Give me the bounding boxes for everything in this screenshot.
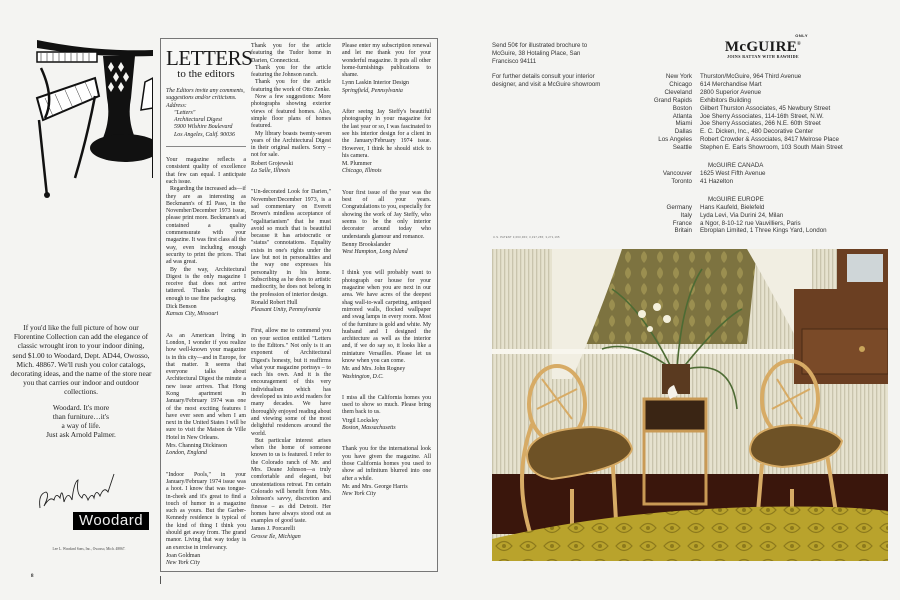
showroom-row bbox=[640, 120, 880, 128]
ad-body-text: If you'd like the full picture of how our Florentine Collection can add the elegance of classic wrought iron to your indoor dining, send $1.00 to Woodard, Dept. AD44, Owosso, Mich. 48867. We'll rush you color catalogs, decorating ideas, and the name of the store near you that carries our indoor and outdoor collections. bbox=[10, 323, 152, 397]
wrought-iron-furniture-illustration bbox=[35, 38, 153, 198]
showroom-directory bbox=[640, 73, 880, 235]
letter-author: Mr. and Mrs. George Harris bbox=[342, 483, 408, 490]
showroom-city: France bbox=[672, 219, 692, 227]
tagline-line: Woodard. It's more bbox=[52, 402, 110, 412]
crop-mark bbox=[160, 576, 161, 584]
letter-author: Joan Goldman bbox=[166, 552, 201, 559]
showroom-city: Toronto bbox=[671, 177, 692, 185]
showroom-row bbox=[640, 227, 880, 235]
letter-paragraph: After seeing Jay Steffy's beautiful photography in your magazine for the last year or so, I was fascinated to see his interior design for a client in the January/February 1974 issue. However, I think he should stick to his camera. bbox=[342, 109, 431, 159]
tagline-line: a way of life. bbox=[61, 421, 101, 431]
showroom-city: Italy bbox=[680, 211, 692, 219]
showroom-address: 614 Merchandise Mart bbox=[700, 80, 762, 88]
showroom-city: Miami bbox=[675, 120, 692, 128]
intro-text: The Editors invite any comments, suggestions and/or criticisms. Address: bbox=[166, 88, 245, 109]
letter bbox=[342, 109, 431, 176]
letter-location: New York City bbox=[166, 560, 200, 567]
letter-paragraph: By the way, Architectural Digest is the only magazine I receive that does not arrive tattered. Thanks for caring enough to use fine packaging. bbox=[166, 266, 246, 302]
letter-paragraph: "Un-decorated Look for Darien," November/December 1973, is a sad commentary on Everett Brown's mindless acceptance of "egalitarianism" that he must avoid so much that is beautiful because it has aristocratic or "status" connotations. Equality exists in one's rights under the law but not in personalities and the way one expresses his personality in his home. Subscribing as he does to artistic mediocrity, he does not belong in the profession of interior design. bbox=[251, 189, 331, 298]
letter-paragraph: I miss all the California homes you used to show so much. Please bring them back to us. bbox=[342, 394, 431, 416]
letter-paragraph: Thank you for the article featuring the Johnson ranch. bbox=[251, 64, 331, 79]
brochure-offer: Send 50¢ for illustrated brochure to McGuire, 38 Hotaling Place, San Francisco 94111 bbox=[492, 42, 588, 65]
letter-paragraph: Thank you for the article featuring the work of Otto Zenke. bbox=[251, 79, 331, 93]
letter-author: Ronald Robert Hull bbox=[251, 299, 298, 306]
logo-name bbox=[708, 38, 818, 54]
page-number: 8 bbox=[31, 574, 34, 579]
letter-signature bbox=[342, 366, 431, 381]
letter-paragraph: But particular interest arises when the home of someone known to us is featured. I refer to the Colorado ranch of Mr. and Mrs. Deane Johnson—a truly comfortable and elegant, but unostentatious retreat. I'm certain Colorado will benefit from Mrs. Johnson's savvy, discretion and finesse – as did Detroit. Her homes have always stood out as examples of good taste. bbox=[251, 437, 331, 525]
woodard-logo: Woodard bbox=[73, 512, 149, 530]
showroom-city: New York bbox=[665, 73, 692, 80]
letter-author: Virgil Locksley bbox=[342, 417, 379, 424]
showroom-row bbox=[640, 170, 880, 178]
showroom-address: Hans Kaufeld, Bielefeld bbox=[700, 203, 765, 211]
rattan-chairs-photo bbox=[492, 249, 888, 561]
letter-author: Mrs. Channing Dickinson bbox=[166, 443, 228, 450]
showroom-row bbox=[640, 81, 880, 89]
letter-signature bbox=[251, 300, 331, 315]
letter-paragraph: "Indoor Pools," in your January/February 1974 issue was a hoot. I know that was tongue-in-cheek and it's great to find a touch of humor in a magazine such as yours. But the Garber-Kennedy residence is typical of the kind of thing I think you should get away from. The grand manor. Living that way today is an exercise in irrelevancy. bbox=[166, 471, 246, 551]
letter-location: New York City bbox=[342, 491, 376, 498]
letter-signature bbox=[342, 80, 431, 95]
letter-location: Springfield, Pennsylvania bbox=[342, 87, 403, 94]
address-line: Architectural Digest bbox=[174, 117, 223, 124]
arnold-palmer-signature bbox=[36, 472, 116, 512]
letter-signature bbox=[251, 526, 331, 541]
showroom-address: Joe Sherry Associates, 266 N.E. 60th Street bbox=[700, 120, 821, 128]
showroom-address: 2800 Superior Avenue bbox=[700, 88, 762, 96]
letter-author: Benny Brookslander bbox=[342, 241, 391, 248]
letter-location: Boston, Massachusetts bbox=[342, 425, 396, 432]
letter-paragraph: My library boasts twenty-seven years of the Architectural Digest in their original mailers. Sorry – not for sale. bbox=[251, 130, 331, 159]
letter-author: Mr. and Mrs. John Rogney bbox=[342, 366, 406, 373]
letters-column-3 bbox=[342, 43, 431, 512]
woodard-ad-copy bbox=[10, 323, 152, 439]
showroom-address: Lyda Levi, Via Durini 24, Milan bbox=[700, 211, 784, 219]
letters-column-2 bbox=[251, 43, 331, 555]
europe-heading: McGUIRE EUROPE bbox=[708, 195, 764, 203]
showroom-address: Gilbert Thurston Associates, 45 Newbury Street bbox=[700, 104, 831, 112]
letter bbox=[166, 333, 246, 458]
showroom-row bbox=[640, 212, 880, 220]
showroom-city: Atlanta bbox=[672, 112, 692, 120]
letter-author: Robert Grojewski bbox=[251, 160, 294, 167]
letter-signature bbox=[166, 304, 246, 319]
letter-paragraph: Please enter my subscription renewal and let me thank you for your wonderful magazine. It puts all other home-furnishings publications to shame. bbox=[342, 43, 431, 79]
showroom-row bbox=[640, 204, 880, 212]
letter-paragraph: As an American living in London, I wonder if you realize how well-known your magazine is in this city—and in Europe, for that matter. It seems that everyone talks about Architectural Digest the minute a new issue arrives. That Hong Kong apartment in January/February 1974 was one of the most exciting features I have ever seen and when I am next in the United States I will be sure to visit the Maison de Ville Hotel in New Orleans. bbox=[166, 332, 246, 441]
showroom-row bbox=[640, 97, 880, 105]
showroom-address: a Ngor, 8-10-12 rue Vauvilliers, Paris bbox=[700, 219, 801, 227]
showroom-row bbox=[640, 178, 880, 186]
mcguire-logo bbox=[708, 33, 818, 59]
logo-wordmark: McGUIRE bbox=[724, 39, 798, 55]
tagline-line: than furniture…it's bbox=[52, 411, 110, 421]
letter-signature bbox=[251, 161, 331, 176]
letter-signature bbox=[342, 242, 431, 257]
letter bbox=[342, 43, 431, 95]
showroom-row bbox=[640, 144, 880, 152]
showroom-row bbox=[640, 220, 880, 228]
logo-only: ONLY bbox=[795, 33, 808, 38]
mcguire-info bbox=[492, 42, 602, 96]
canada-heading: McGUIRE CANADA bbox=[708, 162, 764, 170]
letter-author: M. Plummer bbox=[342, 161, 372, 168]
patent-credit: U.S. PATENT 3,063,063; 3,197,265; 3,271,165 bbox=[493, 236, 560, 239]
address-line: "Letters" bbox=[174, 109, 196, 116]
showroom-address: Stephen E. Earls Showroom, 103 South Main Street bbox=[700, 144, 843, 152]
showroom-city: Cleveland bbox=[664, 88, 692, 96]
letter bbox=[251, 43, 331, 175]
letter-location: West Hampton, Long Island bbox=[342, 249, 408, 256]
letter-location: Washington, D.C. bbox=[342, 373, 384, 380]
showroom-city: Los Angeles bbox=[658, 136, 692, 144]
divider bbox=[166, 146, 246, 147]
showroom-city: Germany bbox=[666, 203, 692, 211]
letter-signature bbox=[166, 553, 246, 568]
letter-location: Pleasant Unity, Pennsylvania bbox=[251, 307, 321, 314]
showroom-city: Britain bbox=[674, 227, 692, 235]
showroom-address: Thurston/McGuire, 964 Third Avenue bbox=[700, 73, 802, 80]
tagline-line: Just ask Arnold Palmer. bbox=[46, 430, 116, 440]
showroom-address: Exhibitors Building bbox=[700, 96, 751, 104]
address-line: 5900 Wilshire Boulevard bbox=[174, 124, 233, 131]
letter bbox=[342, 395, 431, 432]
showroom-address: 1625 West Fifth Avenue bbox=[700, 169, 766, 177]
letter-signature bbox=[342, 418, 431, 433]
showroom-address: Ebroplan Limited, 1 Three Kings Yard, London bbox=[700, 227, 827, 235]
letters-to-the-editors bbox=[160, 38, 438, 572]
showroom-note: For further details consult your interior designer, and visit a McGuire showroom bbox=[492, 73, 601, 88]
letter-paragraph: Your magazine reflects a consistent quality of excellence that few can equal. I anticipate each issue. bbox=[166, 157, 246, 185]
letter-paragraph: Thank you for the international look you have given the magazine. All those California homes you used to show ad infinitum blurred into one after a while. bbox=[342, 446, 431, 482]
letter-paragraph: Thank you for the article featuring the Tudor home in Darien, Connecticut. bbox=[251, 43, 331, 64]
ad-footer: Lee L. Woodard Sons, Inc., Owosso, Mich. 48867. bbox=[52, 547, 126, 551]
showroom-city: Vancouver bbox=[662, 169, 692, 177]
letter-location: London, England bbox=[166, 450, 207, 457]
showroom-city: Grand Rapids bbox=[653, 96, 692, 104]
letter-author: Dick Benson bbox=[166, 304, 197, 311]
showroom-row bbox=[640, 128, 880, 136]
letter bbox=[342, 446, 431, 498]
showroom-city: Seattle bbox=[672, 144, 692, 152]
letter-author: Lynn Laskin Interior Design bbox=[342, 80, 409, 87]
address-line: Los Angeles, Calif. 90036 bbox=[174, 131, 235, 138]
letter bbox=[251, 189, 331, 314]
registered-mark: ® bbox=[797, 42, 802, 47]
letter bbox=[342, 190, 431, 257]
letters-title: LETTERS bbox=[166, 46, 253, 70]
showroom-city: Boston bbox=[672, 104, 692, 112]
letters-column-1 bbox=[166, 43, 253, 582]
letter-paragraph: Now a few suggestions: More photographs showing exterior views of featured homes. Also, simple floor plans of homes featured. bbox=[251, 94, 331, 130]
showroom-row bbox=[640, 73, 880, 81]
letter-author: James J. Porcarelli bbox=[251, 526, 296, 533]
letter bbox=[166, 157, 246, 319]
letter-paragraph: First, allow me to commend you on your section entitled "Letters to the Editors." Not only is it an exponent of Architectural Digest's honesty, but it reaffirms what your magazine portrays – to each his own. And it is the encouragement of this very individualism which has developed us into avid readers for many decades. We have thoroughly enjoyed reading about and viewing some of the most delightful residences around the world. bbox=[251, 328, 331, 437]
letter-location: Kansas City, Missouri bbox=[166, 311, 219, 318]
ad-tagline bbox=[10, 403, 152, 440]
letter-signature bbox=[166, 443, 246, 458]
letter-signature bbox=[342, 484, 431, 499]
letters-subtitle: to the editors bbox=[177, 68, 235, 80]
letter bbox=[342, 270, 431, 380]
letter bbox=[251, 328, 331, 541]
showroom-address: E. C. Dicken, Inc., 480 Decorative Center bbox=[700, 128, 814, 136]
showroom-address: Joe Sherry Associates, 114-16th Street, N.W. bbox=[700, 112, 824, 120]
letter bbox=[166, 472, 246, 568]
letter-signature bbox=[342, 161, 431, 176]
showroom-address: 41 Hazelton bbox=[700, 177, 734, 185]
letter-location: Chicago, Illinois bbox=[342, 168, 382, 175]
letter-location: La Salle, Illinois bbox=[251, 168, 291, 175]
showroom-row bbox=[640, 136, 880, 144]
showroom-city: Chicago bbox=[669, 80, 692, 88]
showroom-row bbox=[640, 105, 880, 113]
letter-paragraph: Regarding the increased ads—if they are as interesting as Beckmann's of El Paso, in the November/December 1973 issue, please print more. Beckmann's ad contained a quality commensurate with your magazine. It was first class all the way, even including enough security to print the prices. That ad was great. bbox=[166, 186, 246, 266]
showroom-city: Dallas bbox=[674, 128, 692, 136]
editors-intro bbox=[166, 88, 246, 139]
showroom-row bbox=[640, 113, 880, 121]
showroom-address: Robert Crowder & Associates, 8417 Melrose Place bbox=[700, 136, 839, 144]
letter-paragraph: I think you will probably want to photograph our house for your magazine when you are next in our area. We have acres of the deepest shag wall-to-wall carpeting, antiqued mirrored walls, flocked wallpaper and swag lamps in every room. Most of the furniture is gold and white. My husband and I designed the architecture as well as the interior and, if we do say so, it looks like a miniature Versailles. Please let us know when you can come. bbox=[342, 270, 431, 364]
logo-tagline: JOINS RATTAN WITH RAWHIDE bbox=[727, 54, 799, 59]
showroom-row bbox=[640, 89, 880, 97]
letter-location: Grosse Ile, Michigan bbox=[251, 533, 301, 540]
letter-paragraph: Your first issue of the year was the best of all your years. Congratulations to you, especially for showing the work of Jay Steffy, who seems to be the only interior decorator around today who understands glamour and romance. bbox=[342, 189, 431, 240]
